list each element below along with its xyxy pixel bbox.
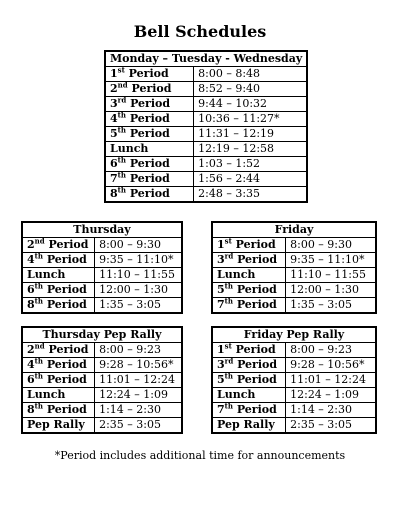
page-title: Bell Schedules (133, 22, 267, 41)
period-time: 2:35 – 3:05 (286, 418, 376, 433)
period-number: 4 (110, 112, 118, 125)
period-ordinal-suffix: th (34, 401, 43, 411)
period-name: Period (232, 373, 277, 386)
period-name: Period (42, 298, 87, 311)
period-time: 8:00 – 9:30 (95, 238, 182, 253)
period-label (23, 343, 95, 358)
period-label (23, 268, 95, 283)
period-label (106, 127, 194, 142)
table-row (213, 343, 376, 358)
period-name: Period (42, 373, 87, 386)
schedule-table-thursday (22, 222, 182, 313)
period-label (213, 298, 286, 313)
period-time: 9:28 – 10:56* (286, 358, 376, 373)
table-row (213, 298, 376, 313)
period-ordinal-suffix: th (34, 251, 43, 261)
table-row (106, 67, 307, 82)
table-header: Thursday Pep Rally (23, 328, 182, 343)
period-label (213, 418, 286, 433)
period-ordinal-suffix: st (117, 65, 125, 75)
period-ordinal-suffix: th (117, 185, 126, 195)
period-ordinal-suffix: th (117, 125, 126, 135)
period-number: 6 (27, 283, 35, 296)
table-row (106, 142, 307, 157)
period-name: Period (42, 403, 87, 416)
period-label (213, 403, 286, 418)
period-time: 1:35 – 3:05 (286, 298, 376, 313)
period-ordinal-suffix: th (224, 296, 233, 306)
period-name: Period (231, 343, 276, 356)
period-number: 2 (27, 343, 35, 356)
period-name: Lunch (217, 268, 256, 281)
period-name: Period (125, 112, 170, 125)
table-row (23, 268, 182, 283)
table-row (106, 172, 307, 187)
period-time: 8:52 – 9:40 (194, 82, 307, 97)
period-ordinal-suffix: st (224, 236, 232, 246)
period-label (23, 418, 95, 433)
period-ordinal-suffix: th (117, 110, 126, 120)
period-time: 1:14 – 2:30 (286, 403, 376, 418)
table-row (23, 343, 182, 358)
schedule-table-friday-pep-rally (212, 327, 376, 433)
period-label (23, 298, 95, 313)
period-ordinal-suffix: nd (34, 341, 45, 351)
period-label (106, 67, 194, 82)
period-name: Period (126, 97, 171, 110)
period-label (213, 268, 286, 283)
period-label (106, 172, 194, 187)
period-label (213, 253, 286, 268)
period-label (213, 283, 286, 298)
table-row (106, 187, 307, 202)
table-row (23, 403, 182, 418)
period-number: 5 (217, 283, 225, 296)
period-number: 1 (110, 67, 118, 80)
table-header: Friday Pep Rally (213, 328, 376, 343)
period-label (106, 82, 194, 97)
period-number: 3 (217, 253, 225, 266)
period-time: 9:35 – 11:10* (95, 253, 182, 268)
period-number: 7 (110, 172, 118, 185)
period-name: Period (232, 283, 277, 296)
period-number: 2 (110, 82, 118, 95)
period-ordinal-suffix: th (34, 281, 43, 291)
period-label (106, 142, 194, 157)
period-number: 1 (217, 343, 225, 356)
period-name: Period (233, 253, 278, 266)
period-label (213, 343, 286, 358)
period-time: 2:48 – 3:35 (194, 187, 307, 202)
period-label (23, 238, 95, 253)
period-time: 9:28 – 10:56* (95, 358, 182, 373)
period-time: 2:35 – 3:05 (95, 418, 182, 433)
period-label (213, 388, 286, 403)
table-row (213, 268, 376, 283)
period-name: Period (125, 172, 170, 185)
table-row (106, 82, 307, 97)
period-label (23, 253, 95, 268)
table-row (213, 253, 376, 268)
period-number: 3 (217, 358, 225, 371)
period-label (23, 388, 95, 403)
period-label (23, 403, 95, 418)
period-number: 8 (27, 403, 35, 416)
period-name: Lunch (110, 142, 149, 155)
period-time: 1:56 – 2:44 (194, 172, 307, 187)
period-time: 11:01 – 12:24 (286, 373, 376, 388)
schedule-table-friday (212, 222, 376, 313)
period-name: Period (42, 358, 87, 371)
period-ordinal-suffix: th (117, 170, 126, 180)
period-name: Period (232, 298, 277, 311)
period-time: 1:35 – 3:05 (95, 298, 182, 313)
period-time: 11:31 – 12:19 (194, 127, 307, 142)
period-name: Period (44, 343, 89, 356)
period-name: Period (231, 238, 276, 251)
table-row (213, 403, 376, 418)
period-ordinal-suffix: th (34, 356, 43, 366)
table-row (213, 283, 376, 298)
period-time: 8:00 – 9:23 (286, 343, 376, 358)
period-number: 5 (110, 127, 118, 140)
period-time: 12:24 – 1:09 (286, 388, 376, 403)
period-name: Lunch (217, 388, 256, 401)
table-row (213, 238, 376, 253)
period-ordinal-suffix: rd (117, 95, 127, 105)
table-row (213, 373, 376, 388)
period-time: 12:00 – 1:30 (95, 283, 182, 298)
period-label (213, 373, 286, 388)
period-time: 1:03 – 1:52 (194, 157, 307, 172)
table-row (213, 358, 376, 373)
period-ordinal-suffix: th (34, 296, 43, 306)
period-number: 4 (27, 358, 35, 371)
table-row (23, 418, 182, 433)
schedule-table-thursday-pep-rally (22, 327, 182, 433)
period-label (106, 112, 194, 127)
period-time: 12:24 – 1:09 (95, 388, 182, 403)
table-row (23, 298, 182, 313)
table-row (23, 373, 182, 388)
period-label (213, 358, 286, 373)
period-name: Period (127, 82, 172, 95)
table-header: Thursday (23, 223, 182, 238)
period-time: 11:01 – 12:24 (95, 373, 182, 388)
table-row (213, 388, 376, 403)
period-label (106, 187, 194, 202)
period-name: Pep Rally (217, 418, 275, 431)
period-number: 5 (217, 373, 225, 386)
period-label (106, 157, 194, 172)
period-name: Period (233, 358, 278, 371)
table-row (106, 127, 307, 142)
period-number: 4 (27, 253, 35, 266)
period-ordinal-suffix: nd (34, 236, 45, 246)
period-label (23, 283, 95, 298)
period-time: 9:35 – 11:10* (286, 253, 376, 268)
period-name: Lunch (27, 268, 66, 281)
period-time: 11:10 – 11:55 (286, 268, 376, 283)
period-ordinal-suffix: th (34, 371, 43, 381)
footnote: *Period includes additional time for announcements (54, 449, 346, 462)
period-name: Period (44, 238, 89, 251)
period-time: 10:36 – 11:27* (194, 112, 307, 127)
table-row (106, 157, 307, 172)
period-time: 11:10 – 11:55 (95, 268, 182, 283)
period-name: Period (125, 157, 170, 170)
period-number: 7 (217, 298, 225, 311)
period-number: 8 (27, 298, 35, 311)
period-label (213, 238, 286, 253)
table-row (23, 358, 182, 373)
period-ordinal-suffix: th (224, 281, 233, 291)
period-name: Period (42, 253, 87, 266)
table-row (213, 418, 376, 433)
table-row (106, 112, 307, 127)
table-row (23, 388, 182, 403)
table-header: Friday (213, 223, 376, 238)
period-number: 6 (110, 157, 118, 170)
period-number: 2 (27, 238, 35, 251)
period-name: Period (125, 127, 170, 140)
period-name: Period (42, 283, 87, 296)
period-number: 1 (217, 238, 225, 251)
period-label (106, 97, 194, 112)
table-header: Monday – Tuesday - Wednesday (106, 52, 307, 67)
period-name: Period (124, 67, 169, 80)
period-time: 1:14 – 2:30 (95, 403, 182, 418)
period-time: 12:00 – 1:30 (286, 283, 376, 298)
period-ordinal-suffix: th (224, 371, 233, 381)
period-label (23, 358, 95, 373)
period-number: 7 (217, 403, 225, 416)
period-name: Lunch (27, 388, 66, 401)
period-ordinal-suffix: th (224, 401, 233, 411)
period-ordinal-suffix: rd (224, 356, 234, 366)
table-row (23, 238, 182, 253)
period-time: 9:44 – 10:32 (194, 97, 307, 112)
table-row (23, 253, 182, 268)
schedule-table-mon-tue-wed (105, 51, 307, 202)
period-ordinal-suffix: th (117, 155, 126, 165)
period-name: Period (232, 403, 277, 416)
period-ordinal-suffix: nd (117, 80, 128, 90)
period-time: 8:00 – 9:23 (95, 343, 182, 358)
table-row (23, 283, 182, 298)
period-number: 6 (27, 373, 35, 386)
period-ordinal-suffix: st (224, 341, 232, 351)
period-name: Pep Rally (27, 418, 85, 431)
period-time: 12:19 – 12:58 (194, 142, 307, 157)
period-number: 8 (110, 187, 118, 200)
table-row (106, 97, 307, 112)
period-ordinal-suffix: rd (224, 251, 234, 261)
period-number: 3 (110, 97, 118, 110)
period-label (23, 373, 95, 388)
period-time: 8:00 – 8:48 (194, 67, 307, 82)
period-time: 8:00 – 9:30 (286, 238, 376, 253)
period-name: Period (125, 187, 170, 200)
